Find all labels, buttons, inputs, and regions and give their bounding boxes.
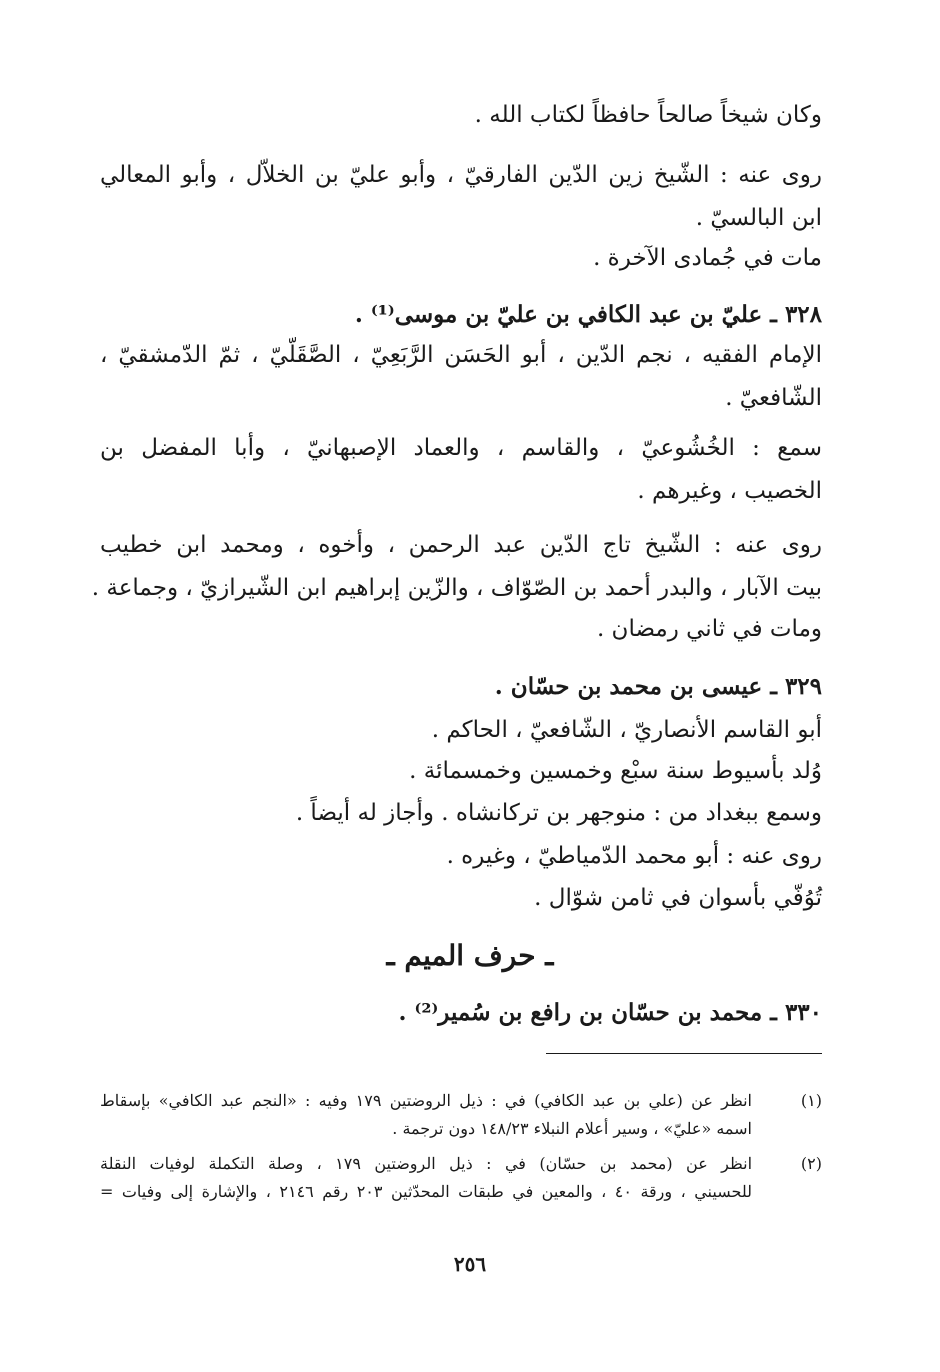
text-line: سمع : الخُشُوعيّ ، والقاسم ، والعماد الإصبهانيّ ، وأبا المفضل بن — [100, 435, 822, 461]
footnotes — [91, 0, 822, 1240]
text-line: روى عنه : الشّيخ تاج الدّين عبد الرحمن ، وأخوه ، ومحمد ابن خطيب — [100, 532, 822, 558]
text-line: روى عنه : أبو محمد الدّمياطيّ ، وغيره . — [446, 843, 822, 869]
entry-heading-328: ٣٢٨ ـ عليّ بن عبد الكافي بن عليّ بن موسى⁽¹⁾ . — [354, 301, 822, 328]
page-number: ٢٥٦ — [453, 1252, 487, 1276]
footnote-1 — [100, 1090, 822, 1142]
text-line: ابن البالسيّ . — [695, 205, 822, 231]
footnote-2 — [100, 1153, 822, 1205]
entry-heading-329: ٣٢٩ ـ عيسى بن محمد بن حسّان . — [494, 673, 822, 700]
section-title: ـ حرف الميم ـ — [386, 939, 554, 972]
footnote-text: انظر عن (علي بن عبد الكافي) في : ذيل الروضتين ١٧٩ وفيه : «النجم عبد الكافي» بإسقاط — [100, 1091, 752, 1110]
footnote-number: (٢) — [800, 1154, 822, 1173]
text-line: ومات في ثاني رمضان . — [596, 616, 822, 642]
footnote-text: انظر عن (محمد بن حسّان) في : ذيل الروضتين ١٧٩ ، وصلة التكملة لوفيات النقلة — [100, 1154, 753, 1173]
text-line: تُوُفّي بأسوان في ثامن شوّال . — [534, 885, 822, 911]
entry-heading-330: ٣٣٠ ـ محمد بن حسّان بن رافع بن سُمير⁽²⁾ . — [398, 999, 822, 1026]
footnote-text: للحسيني ، ورقة ٤٠ ، والمعين في طبقات المحدّثين ٢٠٣ رقم ٢١٤٦ ، والإشارة إلى وفيات = — [100, 1182, 752, 1201]
text-line: مات في جُمادى الآخرة . — [593, 245, 822, 271]
text-line: الإمام الفقيه ، نجم الدّين ، أبو الحَسَن الرَّبَعِيّ ، الصَّقَلّيّ ، ثمّ الدّمشقيّ ، — [100, 342, 822, 368]
footnote-text: اسمه «عليّ» ، وسير أعلام النبلاء ١٤٨/٢٣ دون ترجمة . — [392, 1119, 752, 1138]
text-line: وسمع ببغداد من : منوجهر بن تركانشاه . وأجاز له أيضاً . — [295, 800, 822, 826]
text-line: أبو القاسم الأنصاريّ ، الشّافعيّ ، الحاكم . — [431, 717, 822, 743]
text-line: الخصيب ، وغيرهم . — [637, 478, 822, 504]
text-line: بيت الآبار ، والبدر أحمد بن الصّوّاف ، والزّين إبراهيم ابن الشّيرازيّ ، وجماعة . — [91, 575, 822, 601]
text-line: وكان شيخاً صالحاً حافظاً لكتاب الله . — [474, 102, 822, 128]
text-line: وُلد بأسيوط سنة سبْع وخمسين وخمسمائة . — [409, 758, 822, 784]
footnote-number: (١) — [800, 1091, 822, 1110]
text-line: الشّافعيّ . — [725, 385, 822, 411]
text-line: روى عنه : الشّيخ زين الدّين الفارقيّ ، وأبو عليّ بن الخلاّل ، وأبو المعالي — [100, 162, 822, 188]
